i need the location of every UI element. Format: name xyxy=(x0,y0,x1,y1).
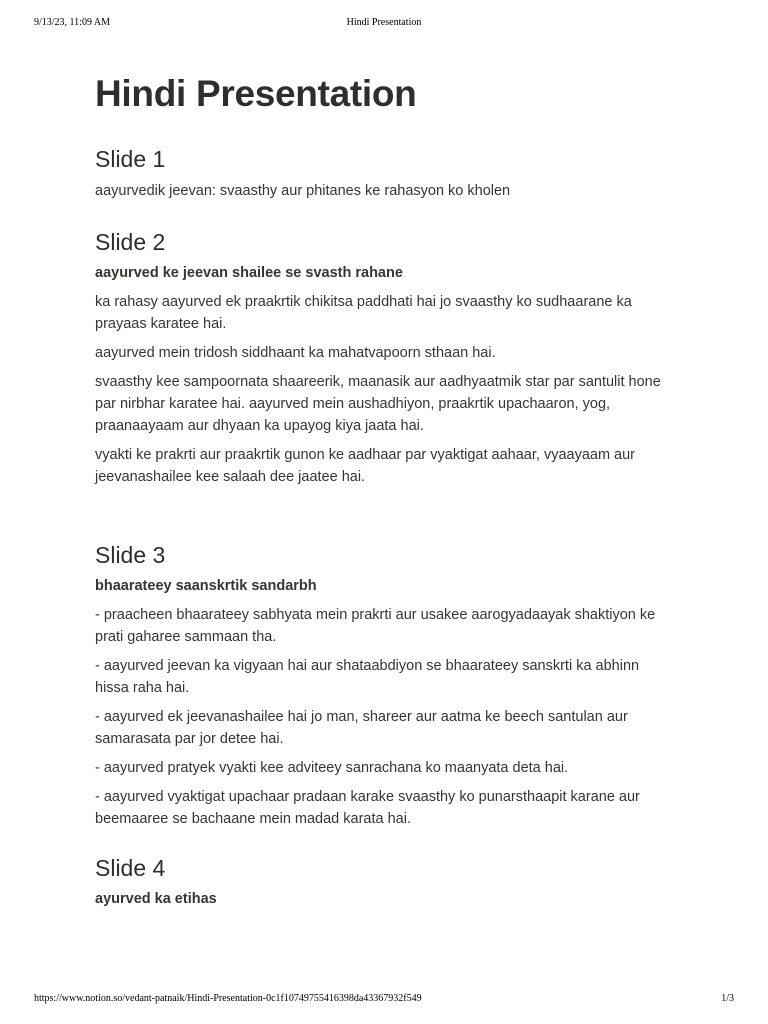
slide-subheading: aayurved ke jeevan shailee se svasth rahane xyxy=(95,265,403,281)
slide-paragraph: - aayurved pratyek vyakti kee adviteey sanrachana ko maanyata deta hai. xyxy=(95,760,569,776)
print-header xyxy=(0,17,768,31)
slide-paragraph: - aayurved jeevan ka vigyaan hai aur shataabdiyon se bhaarateey sanskrti ka abhinn hissa raha hai. xyxy=(95,658,640,696)
slide-paragraph: ka rahasy aayurved ek praakrtik chikitsa paddhati hai jo svaasthy ko sudhaarane ka prayaas karatee hai. xyxy=(95,294,632,332)
print-datetime: 9/13/23, 11:09 AM xyxy=(34,17,111,28)
slide-heading: Slide 2 xyxy=(95,229,166,255)
slide-subheading: bhaarateey saanskrtik sandarbh xyxy=(95,578,317,594)
print-url: https://www.notion.so/vedant-patnaik/Hindi-Presentation-0c1f10749755416398da43367932f549 xyxy=(34,993,422,1004)
slide-paragraph: - praacheen bhaarateey sabhyata mein prakrti aur usakee aarogyadaayak shaktiyon ke prati gaharee sammaan tha. xyxy=(95,607,656,645)
slide-3-section xyxy=(95,540,675,830)
page-content xyxy=(95,70,675,910)
print-page-number: 1/3 xyxy=(721,993,734,1004)
slide-subheading: ayurved ka etihas xyxy=(95,891,217,907)
slide-heading: Slide 3 xyxy=(95,542,166,568)
slide-paragraph: - aayurved vyaktigat upachaar pradaan karake svaasthy ko punarsthaapit karane aur beemaaree se bachaane mein madad karata hai. xyxy=(95,789,640,827)
print-title: Hindi Presentation xyxy=(346,17,422,28)
slide-paragraph: aayurved mein tridosh siddhaant ka mahatvapoorn sthaan hai. xyxy=(95,345,496,361)
slide-paragraph: - aayurved ek jeevanashailee hai jo man, shareer aur aatma ke beech santulan aur samarasata par jor detee hai. xyxy=(95,709,628,747)
slide-4-section xyxy=(95,853,675,910)
slide-paragraph: svaasthy kee sampoornata shaareerik, maanasik aur aadhyaatmik star par santulit hone par nirbhar karatee hai. aayurved mein aushadhiyon, praakrtik upachaaron, yog, praanaayaam aur dhyaan ka upayog kiya jaata hai. xyxy=(95,374,661,434)
slide-paragraph: aayurvedik jeevan: svaasthy aur phitanes ke rahasyon ko kholen xyxy=(95,183,511,199)
slide-paragraph: vyakti ke prakrti aur praakrtik gunon ke aadhaar par vyaktigat aahaar, vyaayaam aur jeevanashailee kee salaah dee jaatee hai. xyxy=(95,447,636,485)
slide-2-section xyxy=(95,227,675,488)
slide-heading: Slide 4 xyxy=(95,855,166,881)
slide-1-section xyxy=(95,144,675,202)
print-footer xyxy=(0,993,768,1007)
slide-heading: Slide 1 xyxy=(95,146,166,172)
page-title: Hindi Presentation xyxy=(95,73,417,114)
